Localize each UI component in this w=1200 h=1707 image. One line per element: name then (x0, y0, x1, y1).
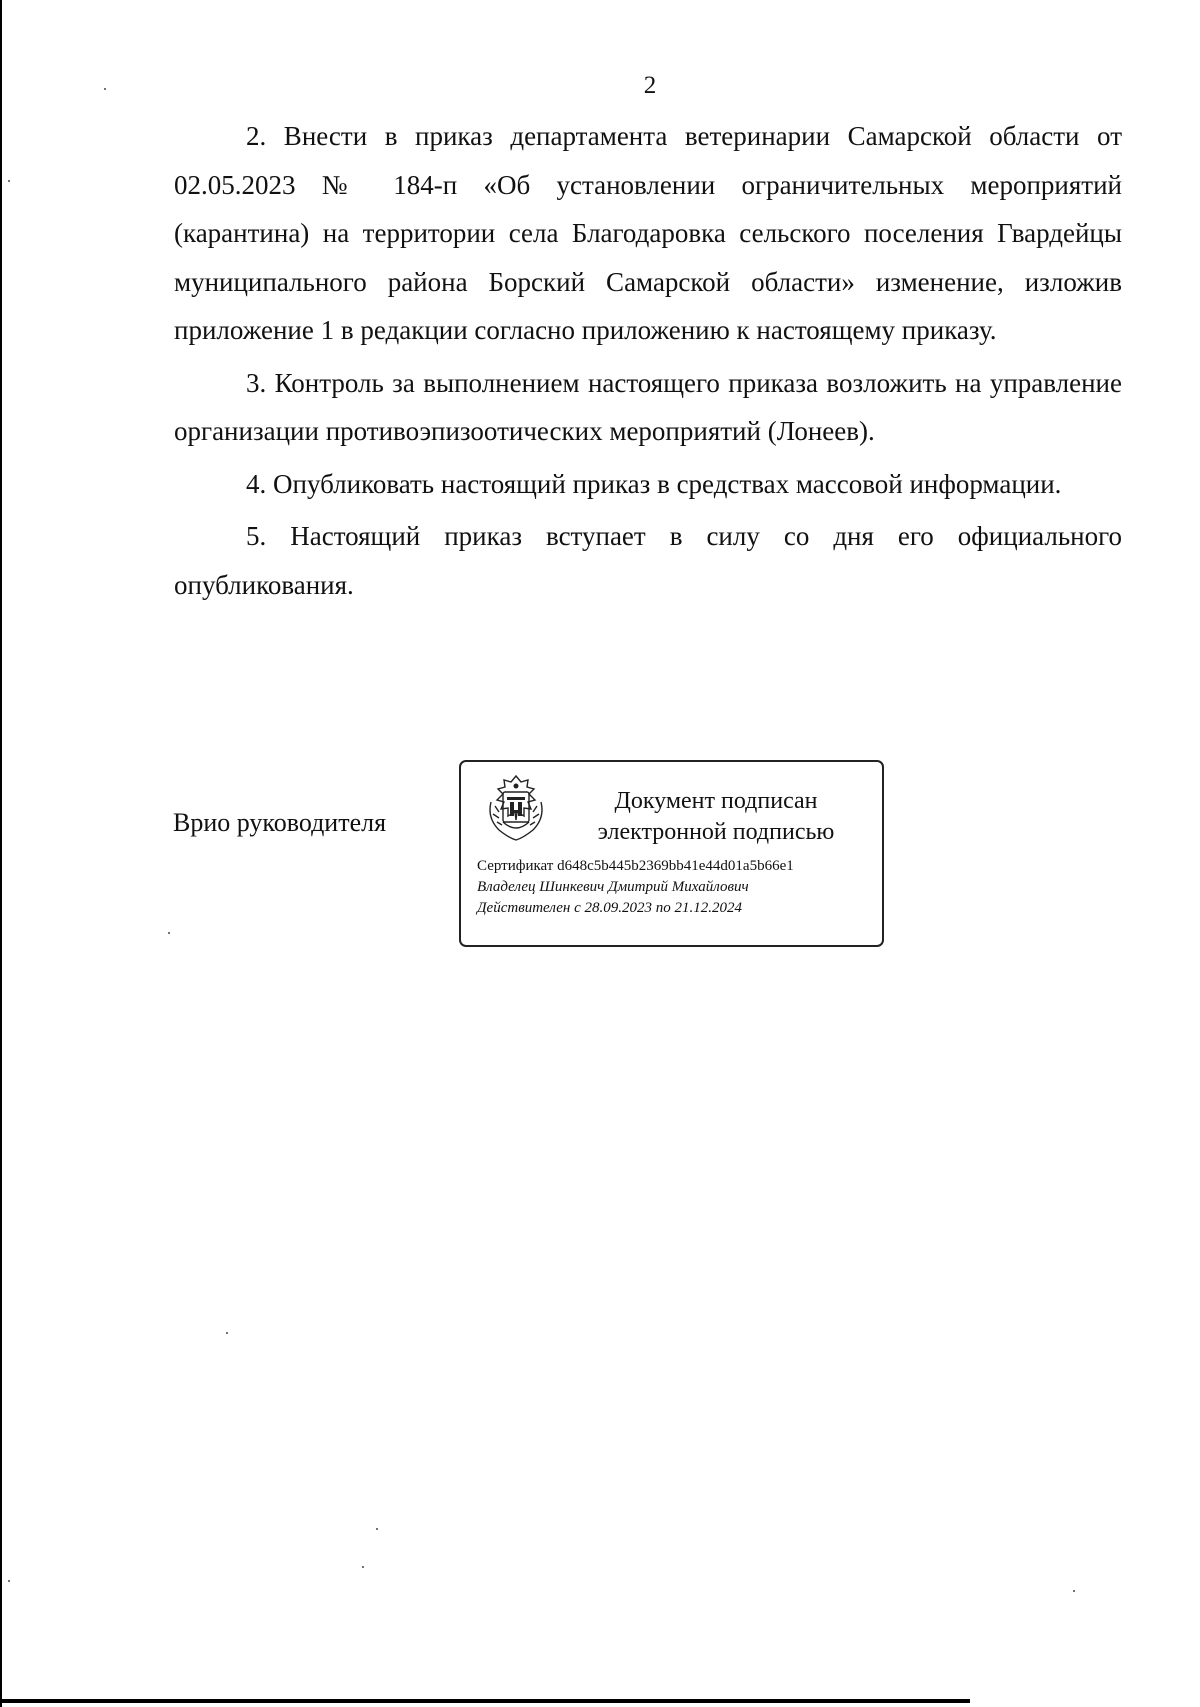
electronic-signature-stamp (459, 760, 884, 947)
scan-speck (376, 1528, 378, 1530)
scan-speck (362, 1566, 364, 1568)
stamp-owner: Владелец Шинкевич Дмитрий Михайлович (477, 879, 749, 895)
document-body (174, 112, 1122, 613)
scan-edge-left (0, 0, 2, 1707)
scan-speck (168, 932, 170, 934)
scan-speck (8, 1580, 10, 1582)
paragraph-3: 3. Контроль за выполнением настоящего приказа возложить на управление организации противоэпизоотических мероприятий (Лонеев). (174, 367, 1122, 446)
scan-speck (104, 88, 106, 90)
paragraph-5: 5. Настоящий приказ вступает в силу со дня его официального опубликования. (174, 521, 1122, 600)
coat-of-arms-icon (481, 772, 551, 844)
scan-edge-bottom (0, 1699, 970, 1703)
signer-title: Врио руководителя (173, 808, 387, 837)
stamp-validity: Действителен с 28.09.2023 по 21.12.2024 (477, 900, 742, 916)
page-number: 2 (643, 72, 657, 99)
scan-speck (226, 1332, 228, 1334)
stamp-title-line-1: Документ подписан (614, 788, 818, 814)
stamp-title (586, 786, 846, 848)
paragraph-4: 4. Опубликовать настоящий приказ в средствах массовой информации. (246, 468, 1062, 499)
stamp-title-line-2: электронной подписью (597, 819, 835, 845)
paragraph-2: 2. Внести в приказ департамента ветеринарии Самарской области от 02.05.2023 № 184-п «Об установлении ограничительных мероприятий (карантина) на территории села Благодаровка сельского поселения Гвардейцы муниципального района Борский Самарской области» изменение, изложив приложение 1 в редакции согласно приложению к настоящему приказу. (174, 121, 1122, 345)
scan-speck (8, 180, 10, 182)
scan-speck (1073, 1590, 1075, 1592)
stamp-certificate: Сертификат d648c5b445b2369bb41e44d01a5b66e1 (477, 858, 794, 874)
